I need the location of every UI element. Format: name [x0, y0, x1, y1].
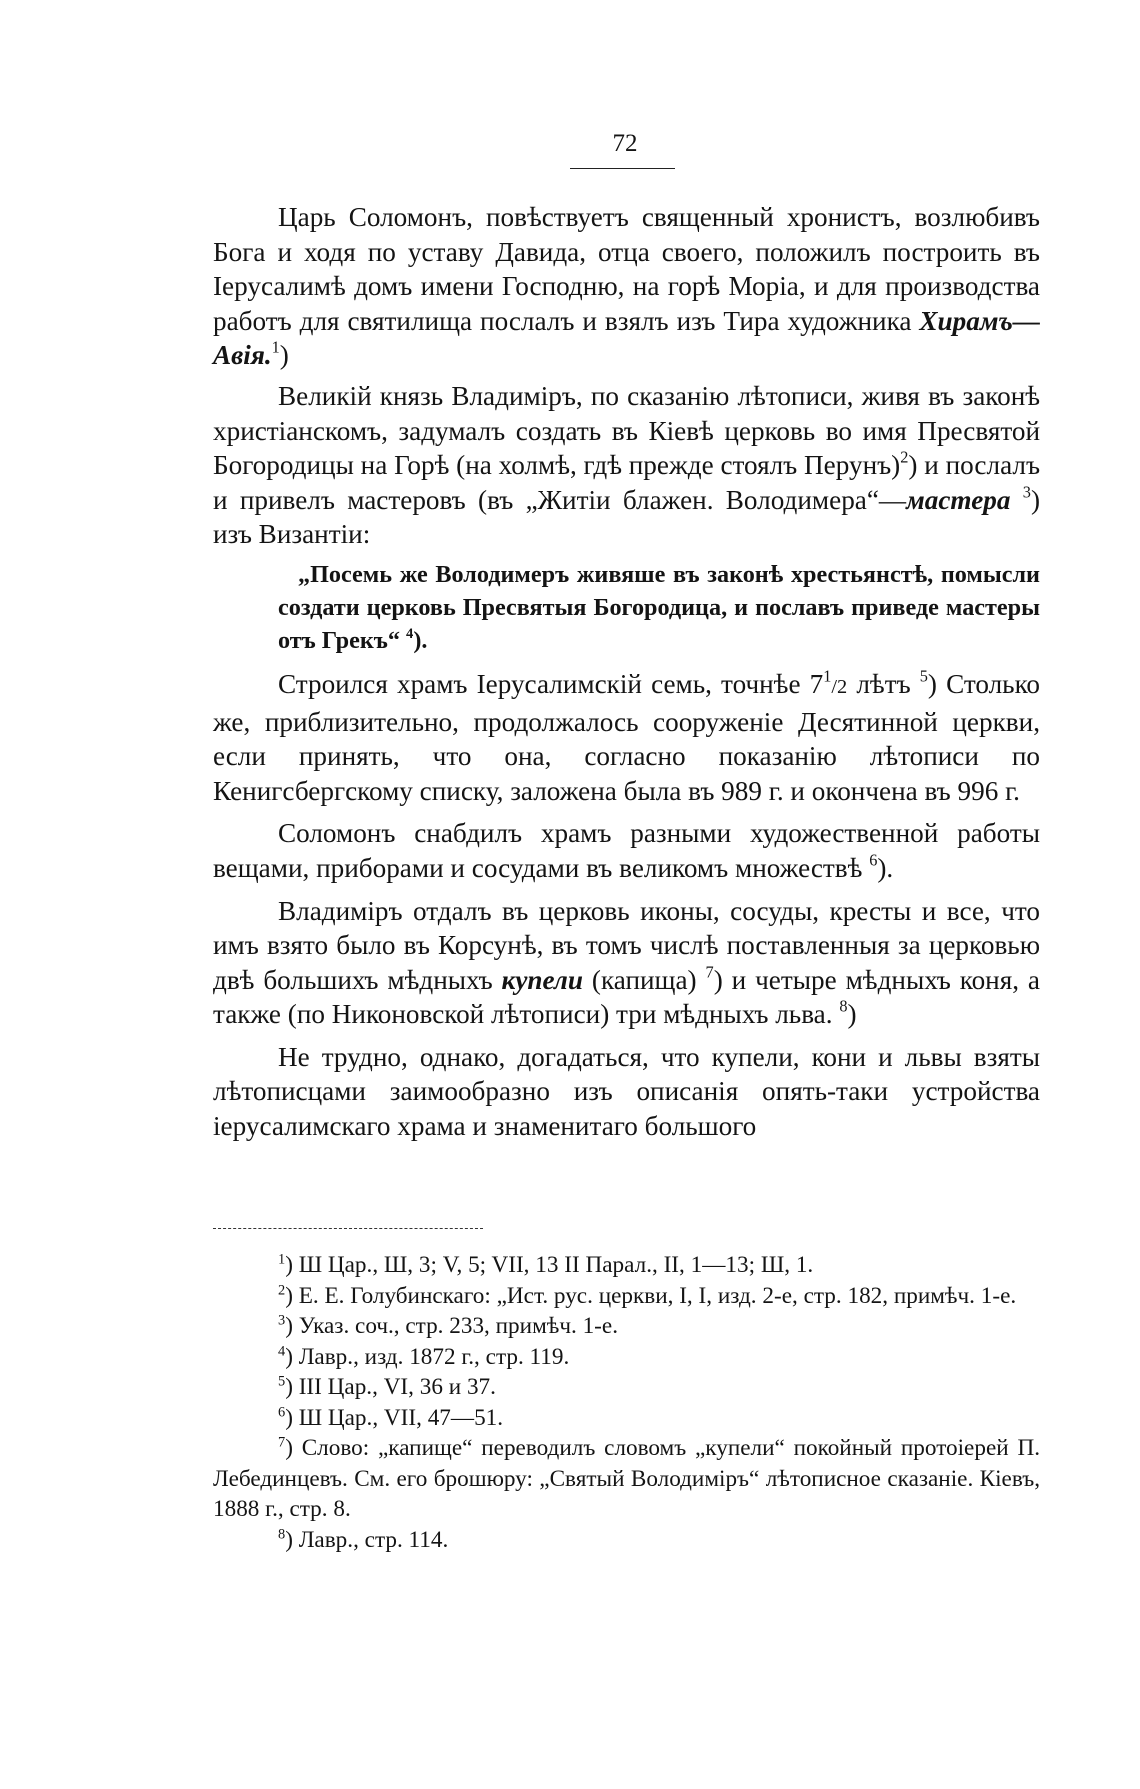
paragraph-text: (капища) [582, 964, 697, 995]
paragraph-text: ). [877, 852, 894, 883]
footnote-mark: 6 [278, 1403, 286, 1420]
page-number-rule [570, 168, 675, 169]
footnote-mark: 1 [278, 1251, 286, 1268]
footnote-3 [213, 1311, 1040, 1342]
paragraph-text: ) и послалъ и привелъ мастеровъ (въ „Житіи блажен. Володимера“— [213, 450, 1040, 515]
footnote-ref: 4 [406, 625, 414, 642]
footnote-mark: 5 [278, 1373, 286, 1390]
paragraph-text: Царь Соломонъ, повѣствуетъ священный хронистъ, возлюбивъ Бога и ходя по уставу Давида, отца своего, положилъ построить въ Іерусалимѣ домъ имени Господню, на горѣ Моріа, и для производства работъ для святилища послалъ и взялъ изъ Тира художника [213, 202, 1040, 336]
footnote-4 [213, 1342, 1040, 1373]
paragraph-text: ) изъ Византіи: [213, 484, 1040, 550]
paragraph-vladimir-icons [213, 894, 1040, 1032]
fraction-numerator: 1 [823, 666, 832, 686]
chronicle-quote [213, 558, 1040, 657]
page-number: 72 [612, 130, 638, 157]
footnote-ref: 7 [705, 962, 714, 982]
quote-text: ). [413, 626, 428, 654]
paragraph-text: ) Столько же, приблизительно, продолжалось сооруженіе Десятинной церкви, если принять, что она, согласно показанію лѣтописи по Кенигсбергскому списку, заложена была въ 989 г. и окончена въ 996 г. [213, 668, 1040, 806]
paragraph-text: ) и четыре мѣдныхъ коня, а также (по Никоновской лѣтописи) три мѣдныхъ льва. [213, 964, 1040, 1030]
italic-word: мастера [906, 484, 1011, 515]
paragraph-text: ) [847, 999, 857, 1030]
main-text [213, 200, 1040, 1152]
footnote-2 [213, 1281, 1040, 1312]
footnote-text: ) III Цар., VI, 36 и 37. [285, 1374, 496, 1400]
paragraph-text: Строился храмъ Іерусалимскій семь, точнѣе 7 [278, 668, 824, 699]
footnote-ref: 1 [271, 337, 280, 357]
footnote-8 [213, 1525, 1040, 1556]
paragraph-vladimir [213, 379, 1040, 552]
paragraph-solomon [213, 200, 1040, 373]
paragraph-solomon-vessels [213, 816, 1040, 885]
footnote-5 [213, 1372, 1040, 1403]
footnotes [213, 1250, 1040, 1555]
footnote-text: ) Указ. соч., стр. 233, примѣч. 1-е. [285, 1313, 618, 1339]
paragraph-text: Соломонъ снабдилъ храмъ разными художественной работы вещами, приборами и сосудами въ великомъ множествѣ [213, 818, 1040, 883]
italic-name: Хирамъ—Авія. [213, 305, 1040, 371]
footnote-mark: 8 [278, 1525, 286, 1542]
footnote-mark: 7 [278, 1434, 286, 1451]
footnote-text: ) Лавр., стр. 114. [285, 1526, 449, 1553]
footnote-text: ) Ш Цар., VII, 47—51. [285, 1404, 504, 1431]
footnote-ref: 8 [839, 996, 848, 1016]
footnote-rule [213, 1228, 483, 1229]
footnote-6 [213, 1403, 1040, 1434]
paragraph-text: Владиміръ отдалъ въ церковь иконы, сосуды, кресты и все, что имъ взято было въ Корсунѣ, въ томъ числѣ поставленныя за церковью двѣ большихъ мѣдныхъ [213, 895, 1040, 995]
paragraph-text: Великій князь Владиміръ, по сказанію лѣтописи, живя въ законѣ христіанскомъ, задумалъ создать въ Кіевѣ церковь во имя Пресвятой Богородицы на Горѣ (на холмѣ, гдѣ прежде стоялъ Перунъ) [213, 380, 1040, 481]
footnote-7 [213, 1433, 1040, 1525]
paragraph-text: ) [279, 340, 289, 371]
footnote-mark: 3 [278, 1312, 286, 1329]
footnote-text: ) Е. Е. Голубинскаго: „Ист. рус. церкви, I, I, изд. 2-е, стр. 182, примѣч. 1-е. [285, 1282, 1017, 1309]
footnote-text: ) Ш Цар., Ш, 3; V, 5; VII, 13 II Парал., II, 1—13; Ш, 1. [285, 1252, 814, 1278]
footnote-mark: 4 [278, 1342, 286, 1359]
footnote-ref: 6 [869, 850, 878, 870]
paragraph-text: Не трудно, однако, догадаться, что купели, кони и львы взяты лѣтописцами заимообразно изъ описанія опять-таки устройства іерусалимскаго храма и знаменитаго большого [213, 1041, 1040, 1142]
paragraph-conclusion [213, 1040, 1040, 1144]
quote-text: „Посемь же Володимеръ живяше въ законѣ хрестьянстѣ, помысли создати церковь Пресвятыя Богородица, и пославъ приведе мастеры отъ Грекъ“ [278, 560, 1040, 654]
footnote-mark: 2 [278, 1281, 286, 1298]
footnote-text: ) Слово: „капище“ переводилъ словомъ „купели“ покойный протоіерей П. Лебединцевъ. См. его брошюру: „Святый Володиміръ“ лѣтописное сказаніе. Кіевъ, 1888 г., стр. 8. [213, 1435, 1040, 1522]
footnote-ref: 2 [900, 447, 909, 467]
fraction-denominator: /2 [831, 675, 848, 698]
paragraph-construction [213, 667, 1040, 808]
italic-word: купели [501, 964, 583, 995]
footnote-ref: 3 [1022, 482, 1031, 502]
footnote-ref: 5 [919, 666, 928, 686]
paragraph-text: лѣтъ [847, 668, 911, 699]
footnote-text: ) Лавр., изд. 1872 г., стр. 119. [285, 1343, 570, 1370]
footnote-1 [213, 1250, 1040, 1281]
